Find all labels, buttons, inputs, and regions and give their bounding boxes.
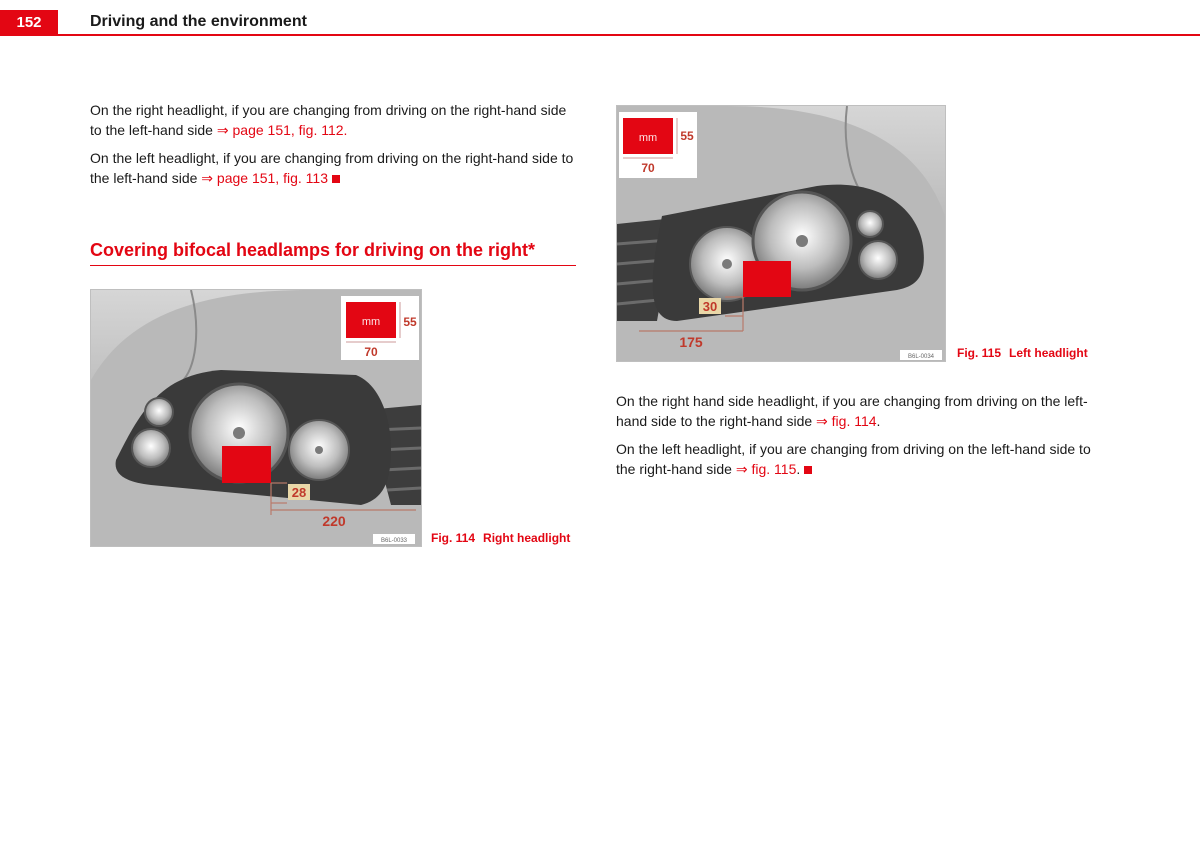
right-paragraph-1: [616, 392, 1108, 431]
paragraph-tail: .: [876, 412, 881, 429]
figure-115-image: [616, 105, 946, 362]
header-rule: [58, 34, 1200, 36]
cross-reference-link[interactable]: ⇒ fig. 114: [816, 412, 877, 429]
dimension-label: 220: [322, 513, 346, 529]
masking-patch: [222, 446, 271, 483]
caption-number: Fig. 114: [431, 531, 476, 545]
intro-paragraph-1: [90, 101, 580, 140]
dimension-label: 28: [291, 485, 307, 500]
intro-paragraph-2: [90, 149, 580, 188]
svg-text:mm: mm: [638, 132, 658, 144]
paragraph-text: On the right headlight, if you are changing from driving on the right-hand side to the left-hand side: [90, 102, 567, 138]
caption-number: Fig. 115: [957, 346, 1002, 360]
right-paragraph-2: [616, 440, 1108, 479]
page-number: 152: [0, 10, 58, 36]
figure-114-caption: [431, 531, 570, 545]
figure-114-image: [90, 289, 422, 547]
end-of-section-marker: [804, 466, 812, 474]
cross-reference-link[interactable]: ⇒ page 151, fig. 113: [201, 169, 328, 186]
svg-text:mm: mm: [361, 316, 381, 328]
dimension-label: 175: [679, 334, 703, 350]
template-size-inset: [341, 296, 419, 360]
paragraph-tail: .: [796, 460, 801, 477]
dimension-label: 30: [702, 299, 718, 314]
end-of-section-marker: [332, 175, 340, 183]
cross-reference-link[interactable]: ⇒ fig. 115: [735, 460, 797, 477]
cross-reference-link[interactable]: ⇒ page 151, fig. 112.: [216, 121, 348, 138]
svg-text:B6L-0034: B6L-0034: [907, 354, 935, 360]
masking-patch: [743, 261, 791, 297]
caption-text: Right headlight: [483, 531, 571, 545]
section-heading: Covering bifocal headlamps for driving on the right*: [90, 240, 576, 266]
chapter-title: Driving and the environment: [90, 13, 307, 30]
svg-text:70: 70: [641, 161, 655, 175]
page-header: [0, 0, 1200, 38]
svg-text:70: 70: [364, 345, 378, 359]
svg-text:55: 55: [403, 315, 417, 329]
figure-115-caption: [957, 346, 1088, 360]
paragraph-text: On the left headlight, if you are changing from driving on the right-hand side to the left-hand side: [90, 150, 574, 186]
paragraph-text: On the left headlight, if you are changing from driving on the left-hand side to the right-hand side: [616, 441, 1091, 477]
paragraph-text: On the right hand side headlight, if you are changing from driving on the left-hand side to the right-hand side: [616, 393, 1088, 429]
svg-text:B6L-0033: B6L-0033: [380, 538, 408, 544]
caption-text: Left headlight: [1009, 346, 1088, 360]
svg-text:55: 55: [680, 129, 694, 143]
template-size-inset: [619, 112, 697, 178]
